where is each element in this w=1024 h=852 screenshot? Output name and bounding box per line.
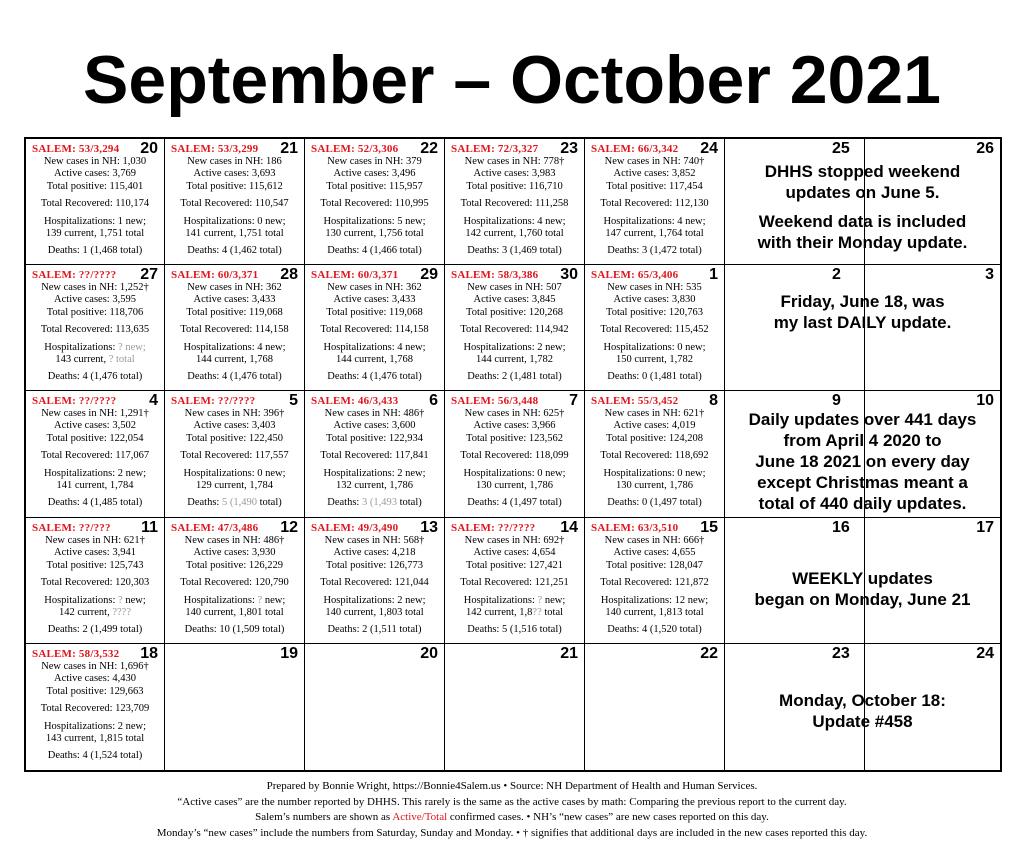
stat-line: New cases in NH: 486† [184,535,285,546]
stat-line: Deaths: 1 (1,468 total) [47,245,143,257]
day-cell [445,139,585,265]
stat-line: Active cases: 3,600 [333,420,416,432]
stat-line: New cases in NH: 625† [464,408,565,419]
salem-count: SALEM: ??/???? [32,269,117,281]
stat-line: Total positive: 122,054 [46,432,144,444]
stat-line: New cases in NH: 568† [324,535,425,546]
stat-line: New cases in NH: 486† [324,408,425,419]
day-number: 24 [976,645,994,662]
stat-line: 132 current, 1,786 [336,480,413,492]
stat-line: Deaths: 4 (1,497 total) [467,497,562,509]
stat-line: Total positive: 117,454 [606,180,703,192]
stat-line: New cases in NH: 692† [464,535,565,546]
stat-line: Hospitalizations: 0 new; [603,467,706,479]
day-number: 22 [420,140,438,157]
day-cell [305,139,445,265]
stat-line: Hospitalizations: 2 new; [463,341,566,353]
day-number: 23 [832,645,850,662]
weekend-cell [725,518,1000,644]
stat-line: New cases in NH: 778† [464,156,565,167]
day-number: 27 [140,266,158,283]
stat-line: 130 current, 1,786 [476,480,553,492]
stat-line: 144 current, 1,768 [196,354,273,366]
stat-line: Deaths: 5 (1,490 total) [187,497,282,509]
day-cell [165,644,305,770]
stat-line: Hospitalizations: 0 new; [603,341,706,353]
day-cell [585,139,725,265]
stat-line: Deaths: 4 (1,524 total) [47,750,143,762]
stat-line: Deaths: 4 (1,520 total) [607,624,702,636]
stat-line: 140 current, 1,801 total [185,607,284,619]
stat-line: Total Recovered: 120,790 [180,577,289,589]
stat-line: New cases in NH: 1,291† [41,408,149,419]
stat-line: Hospitalizations: 12 new; [600,594,709,606]
stat-line: Total Recovered: 117,557 [180,450,289,462]
stat-line: Deaths: 4 (1,485 total) [47,497,143,509]
salem-count: SALEM: 56/3,448 [451,395,539,407]
stat-line: New cases in NH: 379 [327,156,422,167]
stat-line: Total positive: 119,068 [326,306,423,318]
salem-count: SALEM: 72/3,327 [451,143,539,155]
stat-line: Total Recovered: 110,547 [180,198,289,210]
day-number: 2 [832,266,841,283]
stat-line: Hospitalizations: ? new; [44,594,146,606]
stat-line: Hospitalizations: 2 new; [323,467,426,479]
stat-line: Hospitalizations: 2 new; [43,720,147,732]
stat-line: Total Recovered: 114,158 [320,324,429,336]
stat-line: 147 current, 1,764 total [605,228,704,240]
day-number: 16 [832,519,850,536]
stat-line: 140 current, 1,803 total [325,607,424,619]
day-number: 25 [832,140,850,157]
stat-line: Hospitalizations: 2 new; [43,467,147,479]
stat-line: 142 current, 1,8?? total [465,607,564,619]
salem-count: SALEM: 47/3,486 [171,522,259,534]
weekend-note: WEEKLY updates began on Monday, June 21 [754,569,971,609]
weekend-cell [725,391,1000,518]
stat-line: Total Recovered: 118,692 [600,450,709,462]
salem-count: SALEM: 65/3,406 [591,269,679,281]
stat-line: New cases in NH: 666† [604,535,705,546]
stat-line: Total Recovered: 113,635 [40,324,150,336]
day-number: 20 [420,645,438,662]
salem-count: SALEM: 60/3,371 [311,269,399,281]
salem-count: SALEM: 60/3,371 [171,269,259,281]
day-number: 21 [560,645,578,662]
stat-line: Active cases: 3,433 [193,294,276,306]
stat-line: Deaths: 2 (1,499 total) [47,624,143,636]
stat-line: New cases in NH: 1,252† [41,282,149,293]
stat-line: 142 current, 1,760 total [465,228,564,240]
stat-line: Total positive: 126,773 [326,559,423,571]
day-number: 12 [280,519,298,536]
salem-count: SALEM: 66/3,342 [591,143,679,155]
salem-count: SALEM: ??/???? [32,395,117,407]
day-number: 20 [140,140,158,157]
day-number: 15 [700,519,718,536]
stat-line: Deaths: 0 (1,497 total) [607,497,702,509]
stat-line: Active cases: 3,595 [54,294,136,306]
day-number: 4 [149,392,158,409]
day-number: 19 [280,645,298,662]
stat-line: Total Recovered: 111,258 [460,198,569,210]
stat-line: Deaths: 2 (1,481 total) [467,371,562,383]
day-number: 3 [985,266,994,283]
day-number: 21 [280,140,298,157]
day-number: 5 [289,392,298,409]
stat-line: Active cases: 3,845 [473,294,556,306]
day-cell [305,265,445,391]
day-number: 26 [976,140,994,157]
stat-line: Total positive: 129,663 [46,685,144,697]
day-number: 6 [429,392,438,409]
stat-line: New cases in NH: 621† [45,535,145,546]
footer [0,779,1024,841]
stat-line: 129 current, 1,784 [196,480,273,492]
day-number: 29 [420,266,438,283]
stat-line: Deaths: 3 (1,493 total) [327,497,422,509]
stat-line: Total Recovered: 121,044 [320,577,429,589]
weekend-cell [725,644,1000,770]
day-number: 22 [700,645,718,662]
footer-salem-note: Salem’s numbers are shown as Active/Total confirmed cases. • NH’s “new cases” are new cases reported on this day. [255,811,769,823]
stat-line: Deaths: 2 (1,511 total) [327,624,422,636]
stat-line: Active cases: 3,403 [193,420,276,432]
stat-line: Total Recovered: 121,872 [600,577,709,589]
stat-line: Total positive: 120,763 [606,306,703,318]
stat-line: Hospitalizations: 1 new; [43,215,147,227]
weekend-cell [725,139,1000,265]
stat-line: Total positive: 128,047 [606,559,703,571]
stat-line: Active cases: 4,019 [613,420,696,432]
stat-line: Total positive: 115,612 [186,180,283,192]
stat-line: Total Recovered: 112,130 [600,198,709,210]
weekend-note: Daily updates over 441 days from April 4 2020 to June 18 2021 on every day except Christmas meant a total of 440 daily updates. [748,410,977,513]
stat-line: Total positive: 116,710 [466,180,563,192]
stat-line: Active cases: 3,433 [333,294,416,306]
stat-line: Active cases: 4,655 [613,547,696,559]
stat-line: 141 current, 1,784 [56,480,134,492]
day-cell [165,265,305,391]
weekend-note: Friday, June 18, was my last DAILY update. [773,292,952,332]
salem-count: SALEM: ??/???? [171,395,256,407]
stat-line: Hospitalizations: ? new; [183,594,286,606]
day-cell [445,265,585,391]
footer-credit: Prepared by Bonnie Wright, https://Bonnie4Salem.us • Source: NH Department of Health and Human Services. [266,780,758,792]
day-cell [165,139,305,265]
stat-line: Deaths: 4 (1,476 total) [187,371,282,383]
day-cell [445,644,585,770]
stat-line: Total Recovered: 114,158 [180,324,289,336]
stat-line: Total Recovered: 110,174 [40,198,150,210]
day-cell [585,265,725,391]
stat-line: 144 current, 1,782 [476,354,553,366]
stat-line: 139 current, 1,751 total [45,228,145,240]
day-cell [305,391,445,518]
stat-line: New cases in NH: 535 [607,282,702,293]
day-cell [165,518,305,644]
stat-line: Total positive: 123,562 [466,432,563,444]
stat-line: Hospitalizations: 0 new; [463,467,566,479]
stat-line: Deaths: 4 (1,466 total) [327,245,422,257]
day-cell [26,391,165,518]
stat-line: Total positive: 115,401 [46,180,144,192]
stat-line: Total Recovered: 117,841 [320,450,429,462]
day-cell [585,518,725,644]
stat-line: Hospitalizations: 4 new; [463,215,566,227]
stat-line: New cases in NH: 1,030 [43,156,147,167]
stat-line: New cases in NH: 1,696† [41,661,149,672]
stat-line: Hospitalizations: 0 new; [183,215,286,227]
stat-line: Total positive: 118,706 [46,306,144,318]
stat-line: 141 current, 1,751 total [185,228,284,240]
stat-line: Hospitalizations: ? new; [463,594,566,606]
stat-line: New cases in NH: 621† [604,408,705,419]
day-cell [26,518,165,644]
stat-line: Total Recovered: 120,303 [40,577,150,589]
stat-line: Deaths: 5 (1,516 total) [467,624,562,636]
stat-line: Active cases: 3,966 [473,420,556,432]
calendar-grid [24,137,1002,772]
day-number: 14 [560,519,578,536]
stat-line: Active cases: 3,693 [193,168,276,180]
day-number: 17 [976,519,994,536]
stat-line: Active cases: 3,502 [54,420,136,432]
stat-line: Active cases: 3,941 [54,547,136,559]
stat-line: Deaths: 4 (1,462 total) [187,245,282,257]
day-cell [305,518,445,644]
stat-line: New cases in NH: 362 [327,282,422,293]
salem-count: SALEM: 53/3,294 [32,143,120,155]
stat-line: Total positive: 115,957 [326,180,423,192]
stat-line: Total positive: 126,229 [186,559,283,571]
stat-line: Hospitalizations: ? new; [44,341,146,353]
stat-line: Total positive: 124,208 [606,432,703,444]
salem-count: SALEM: ??/??? [32,522,111,534]
stat-line: Deaths: 4 (1,476 total) [47,371,143,383]
day-cell [165,391,305,518]
stat-line: Hospitalizations: 4 new; [323,341,426,353]
stat-line: Active cases: 3,769 [54,168,136,180]
stat-line: 140 current, 1,813 total [605,607,704,619]
stat-line: Total positive: 122,934 [326,432,423,444]
salem-count: SALEM: 46/3,433 [311,395,399,407]
stat-line: Active cases: 4,430 [54,673,136,685]
weekend-note: Monday, October 18: Update #458 [779,691,946,731]
stat-line: Hospitalizations: 4 new; [603,215,706,227]
stat-line: Active cases: 3,496 [333,168,416,180]
day-number: 7 [569,392,578,409]
stat-line: Total positive: 119,068 [186,306,283,318]
stat-line: 130 current, 1,756 total [325,228,424,240]
day-cell [445,391,585,518]
stat-line: Active cases: 3,983 [473,168,556,180]
stat-line: 142 current, ???? [58,607,131,619]
salem-count: SALEM: 55/3,452 [591,395,679,407]
day-number: 28 [280,266,298,283]
stat-line: Deaths: 0 (1,481 total) [607,371,702,383]
stat-line: 150 current, 1,782 [616,354,693,366]
salem-count: SALEM: ??/???? [451,522,536,534]
day-number: 10 [976,392,994,409]
footer-active-note: “Active cases” are the number reported by DHHS. This rarely is the same as the active cases by math: Comparing the previous report to the current day. [177,795,847,808]
stat-line: 143 current, ? total [55,354,135,366]
stat-line: New cases in NH: 396† [184,408,285,419]
salem-count: SALEM: 49/3,490 [311,522,399,534]
day-cell [445,518,585,644]
stat-line: New cases in NH: 362 [187,282,282,293]
day-cell [26,644,165,770]
stat-line: 143 current, 1,815 total [45,733,145,745]
day-number: 23 [560,140,578,157]
day-cell [26,265,165,391]
weekend-cell [725,265,1000,391]
stat-line: Total Recovered: 114,942 [460,324,569,336]
stat-line: Deaths: 3 (1,472 total) [607,245,702,257]
stat-line: Total Recovered: 117,067 [40,450,150,462]
stat-line: Hospitalizations: 0 new; [183,467,286,479]
page-title: September – October 2021 [83,42,941,118]
stat-line: Deaths: 4 (1,476 total) [327,371,422,383]
day-number: 24 [700,140,718,157]
stat-line: 144 current, 1,768 [336,354,413,366]
stat-line: Total Recovered: 123,709 [40,703,150,715]
stat-line: Active cases: 3,852 [613,168,696,180]
stat-line: New cases in NH: 740† [604,156,705,167]
salem-count: SALEM: 53/3,299 [171,143,259,155]
stat-line: New cases in NH: 186 [187,156,282,167]
stat-line: Active cases: 3,930 [193,547,276,559]
salem-count: SALEM: 58/3,532 [32,648,120,660]
stat-line: Total positive: 125,743 [46,559,144,571]
day-number: 11 [141,519,158,536]
stat-line: Active cases: 4,218 [333,547,416,559]
stat-line: Total positive: 120,268 [466,306,563,318]
day-number: 13 [420,519,438,536]
stat-line: New cases in NH: 507 [467,282,562,293]
stat-line: Total positive: 127,421 [466,559,563,571]
day-number: 8 [709,392,718,409]
day-number: 30 [560,266,578,283]
stat-line: Hospitalizations: 4 new; [183,341,286,353]
salem-count: SALEM: 52/3,306 [311,143,399,155]
stat-line: Total Recovered: 110,995 [320,198,429,210]
salem-count: SALEM: 63/3,510 [591,522,679,534]
day-cell [305,644,445,770]
stat-line: Total Recovered: 115,452 [600,324,709,336]
stat-line: Total Recovered: 118,099 [460,450,569,462]
weekend-note: DHHS stopped weekend updates on June 5. Weekend data is included with their Monday update. [757,162,968,252]
stat-line: Total positive: 122,450 [186,432,283,444]
day-cell [585,644,725,770]
day-cell [585,391,725,518]
footer-monday-note: Monday’s “new cases” include the numbers from Saturday, Sunday and Monday. • † signifies that additional days are included in the new cases reported this day. [156,826,868,839]
stat-line: Deaths: 3 (1,469 total) [467,245,562,257]
stat-line: Hospitalizations: 5 new; [323,215,426,227]
stat-line: Deaths: 10 (1,509 total) [184,624,285,636]
stat-line: Hospitalizations: 2 new; [323,594,426,606]
day-number: 9 [832,392,841,409]
stat-line: Active cases: 3,830 [613,294,696,306]
stat-line: 130 current, 1,786 [616,480,693,492]
day-number: 18 [140,645,158,662]
stat-line: Total Recovered: 121,251 [460,577,569,589]
day-number: 1 [709,266,718,283]
stat-line: Active cases: 4,654 [473,547,556,559]
salem-count: SALEM: 58/3,386 [451,269,539,281]
day-cell [26,139,165,265]
